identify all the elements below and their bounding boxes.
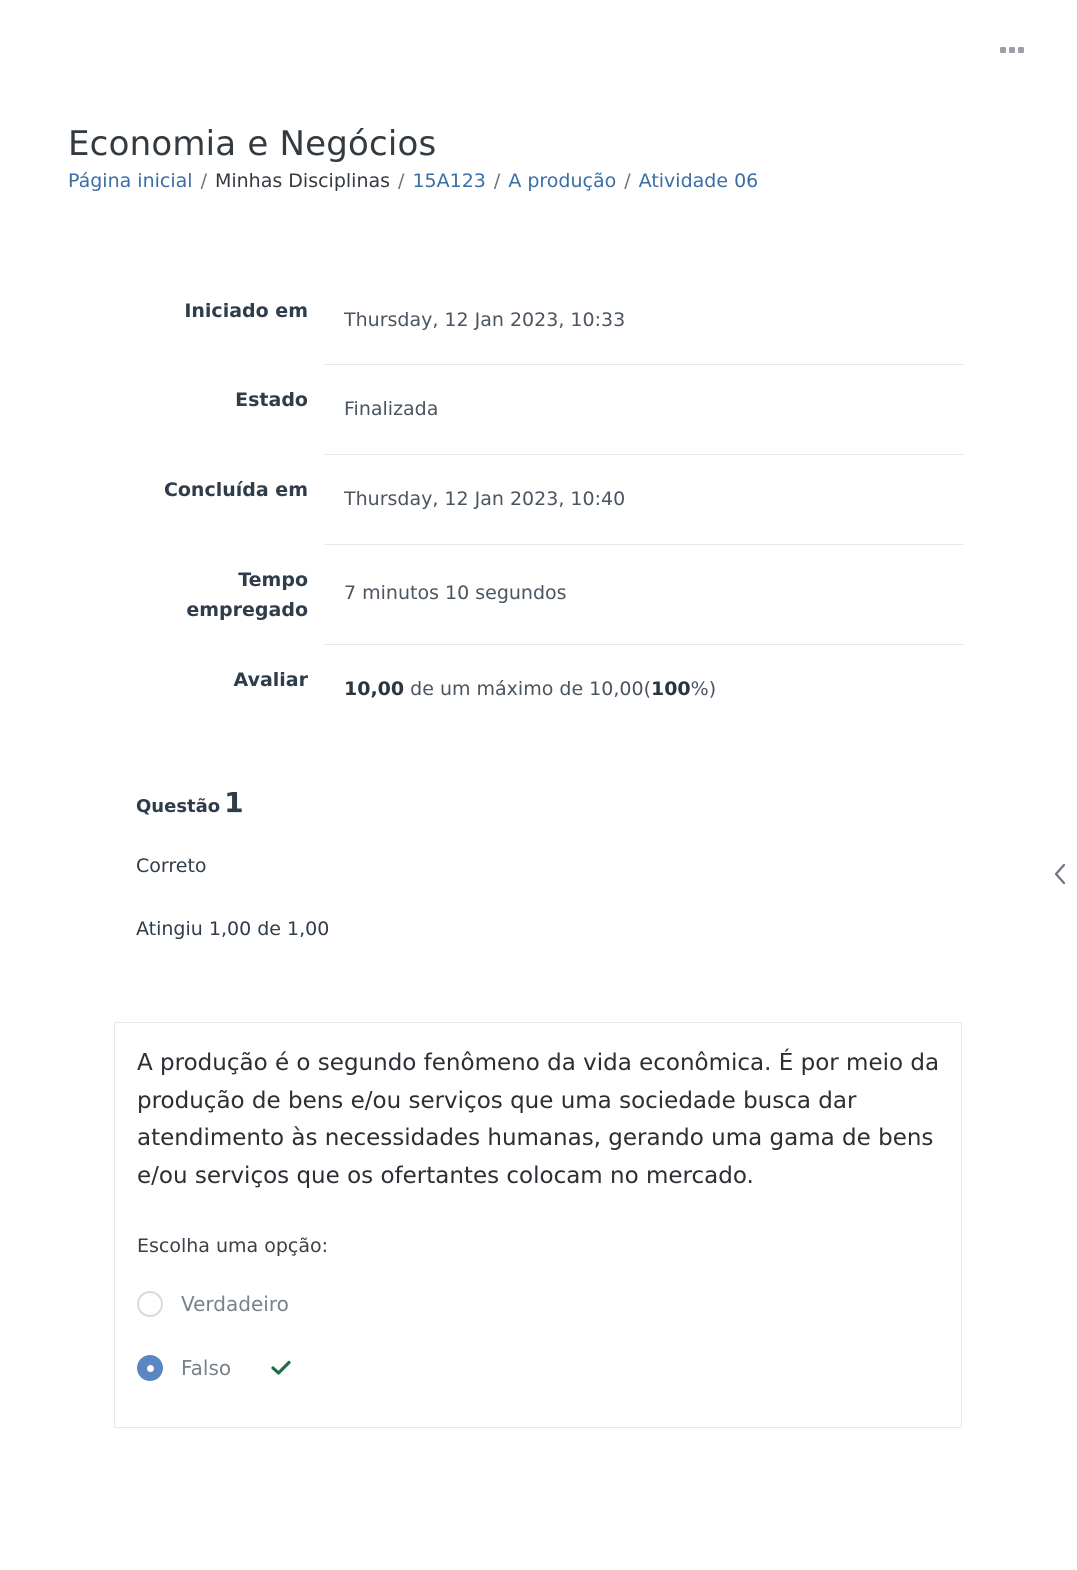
started-label: Iniciado em — [184, 300, 308, 322]
breadcrumb-separator: / — [200, 170, 207, 192]
grade-tail: %) — [690, 678, 717, 700]
grade-value — [324, 645, 964, 704]
grade-label: Avaliar — [233, 668, 308, 691]
breadcrumb-separator: / — [493, 170, 501, 192]
summary-row-started — [120, 276, 964, 365]
page-title: Economia e Negócios — [68, 124, 437, 164]
state-label: Estado — [235, 388, 308, 411]
radio-selected[interactable] — [137, 1355, 163, 1381]
breadcrumb-separator: / — [624, 170, 631, 192]
breadcrumb-separator: / — [398, 170, 405, 192]
question-state: Correto — [136, 855, 207, 877]
more-options-icon[interactable] — [1000, 43, 1024, 57]
chevron-left-icon[interactable] — [1052, 862, 1068, 886]
question-label: Questão — [136, 796, 221, 817]
time-label-line1: Tempo — [238, 568, 308, 591]
breadcrumb-section[interactable]: A produção — [508, 170, 617, 192]
summary-row-time — [120, 545, 964, 645]
dot — [1018, 47, 1024, 53]
question-number — [136, 786, 244, 819]
breadcrumb-home[interactable]: Página inicial — [68, 170, 193, 192]
question-number-value: 1 — [224, 786, 244, 819]
question-grade: Atingiu 1,00 de 1,00 — [136, 918, 330, 940]
summary-row-state — [120, 365, 964, 455]
completed-value: Thursday, 12 Jan 2023, 10:40 — [324, 455, 964, 545]
question-info — [136, 786, 244, 819]
started-value: Thursday, 12 Jan 2023, 10:33 — [324, 276, 964, 365]
option-label: Falso — [181, 1356, 232, 1380]
question-text: A produção é o segundo fenômeno da vida econômica. É por meio da produção de bens e/ou serviços que uma sociedade busca dar atendimento às necessidades humanas, gerando uma gama de bens e/ou serviços que os ofertantes colocam no mercado. — [137, 1050, 940, 1189]
answer-prompt: Escolha uma opção: — [137, 1235, 329, 1257]
time-value: 7 minutos 10 segundos — [324, 545, 964, 645]
answer-option-false[interactable] — [137, 1353, 291, 1383]
grade-score: 10,00 — [344, 678, 405, 700]
dot — [1000, 47, 1006, 53]
grade-percent: 100 — [650, 678, 691, 700]
state-value: Finalizada — [324, 365, 964, 455]
answer-option-true[interactable] — [137, 1289, 289, 1319]
time-label — [120, 545, 324, 645]
breadcrumb — [68, 170, 758, 192]
breadcrumb-activity[interactable]: Atividade 06 — [638, 170, 759, 192]
radio-unselected[interactable] — [137, 1291, 163, 1317]
summary-row-grade — [120, 645, 964, 704]
question-content-card — [114, 1022, 962, 1428]
dot — [1009, 47, 1015, 53]
attempt-summary-table — [120, 276, 964, 703]
time-label-line2: empregado — [186, 598, 308, 621]
breadcrumb-my-courses: Minhas Disciplinas — [214, 170, 391, 192]
completed-label: Concluída em — [163, 478, 308, 501]
option-label: Verdadeiro — [181, 1292, 289, 1316]
summary-row-completed — [120, 455, 964, 545]
check-icon — [271, 1360, 291, 1376]
breadcrumb-course[interactable]: 15A123 — [412, 170, 486, 192]
grade-max: de um máximo de 10,00( — [410, 678, 651, 700]
